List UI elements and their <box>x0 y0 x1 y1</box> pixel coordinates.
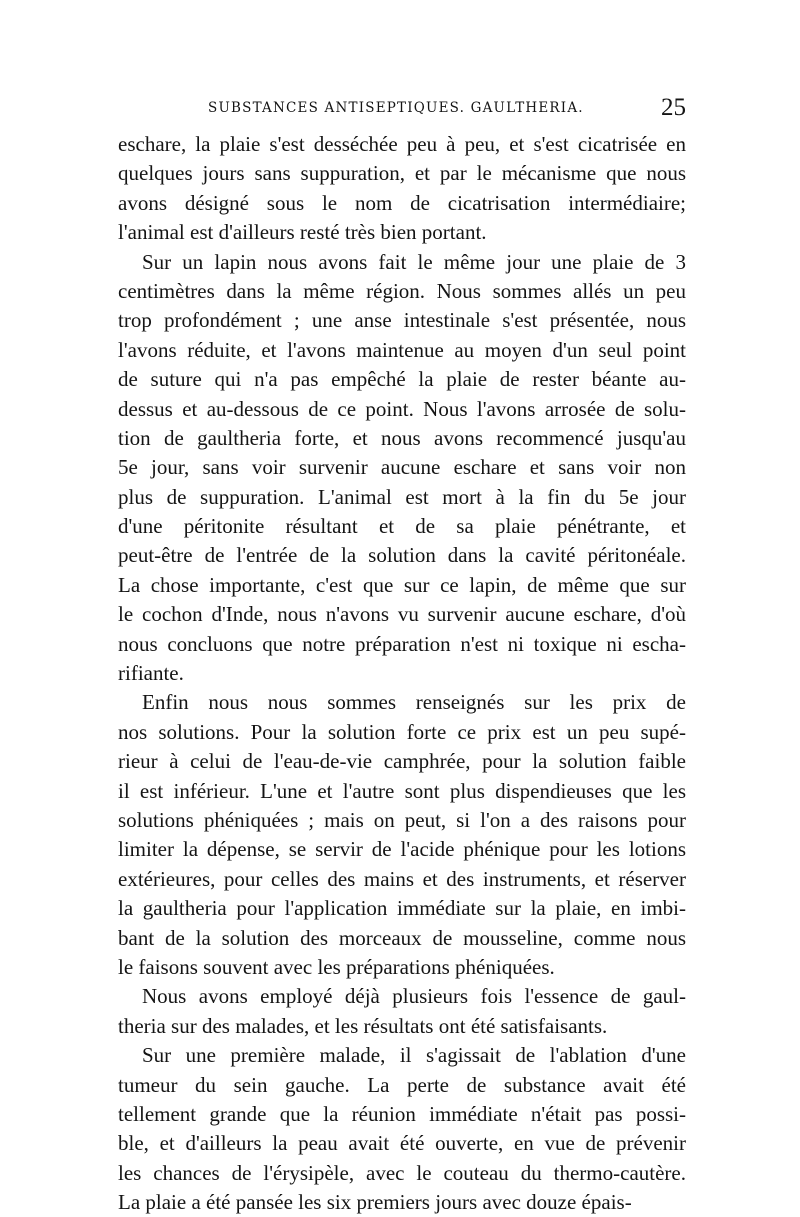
text-line: avons désigné sous le nom de cicatrisation intermédiaire; <box>118 190 686 215</box>
text-line: theria sur des malades, et les résultats ont été satisfaisants. <box>118 1013 608 1038</box>
text-line: nos solutions. Pour la solution forte ce prix est un peu supé- <box>118 719 686 744</box>
running-title: SUBSTANCES ANTISEPTIQUES. GAULTHERIA. <box>208 100 584 116</box>
text-line: extérieures, pour celles des mains et des instruments, et réserver <box>118 866 686 891</box>
text-line: plus de suppuration. L'animal est mort à la fin du 5e jour <box>118 484 686 509</box>
text-line: La chose importante, c'est que sur ce lapin, de même que sur <box>118 572 686 597</box>
text-line: la gaultheria pour l'application immédiate sur la plaie, en imbi- <box>118 896 686 921</box>
text-line: rifiante. <box>118 661 184 686</box>
text-line: tumeur du sein gauche. La perte de substance avait été <box>118 1072 686 1097</box>
body-text <box>118 130 686 1217</box>
text-line: bant de la solution des morceaux de mousseline, comme nous <box>118 925 686 950</box>
text-line: La plaie a été pansée les six premiers jours avec douze épais- <box>118 1190 632 1215</box>
text-line: les chances de l'érysipèle, avec le couteau du thermo-cautère. <box>118 1160 686 1185</box>
running-head <box>118 96 686 126</box>
paragraph <box>118 688 686 982</box>
page-number: 25 <box>661 94 686 121</box>
text-line: tion de gaultheria forte, et nous avons recommencé jusqu'au <box>118 425 686 450</box>
text-line: Sur une première malade, il s'agissait de l'ablation d'une <box>142 1043 686 1068</box>
text-line: solutions phéniquées ; mais on peut, si l'on a des raisons pour <box>118 807 686 832</box>
text-line: quelques jours sans suppuration, et par le mécanisme que nous <box>118 161 686 186</box>
text-line: nous concluons que notre préparation n'est ni toxique ni escha- <box>118 631 686 656</box>
text-line: peut-être de l'entrée de la solution dans la cavité péritonéale. <box>118 543 686 568</box>
text-line: tellement grande que la réunion immédiate n'était pas possi- <box>118 1101 686 1126</box>
text-line: trop profondément ; une anse intestinale s'est présentée, nous <box>118 308 686 333</box>
text-line: dessus et au-dessous de ce point. Nous l'avons arrosée de solu- <box>118 396 686 421</box>
text-line: le cochon d'Inde, nous n'avons vu survenir aucune eschare, d'où <box>118 602 686 627</box>
paragraph <box>118 1041 686 1217</box>
text-line: l'avons réduite, et l'avons maintenue au moyen d'un seul point <box>118 337 686 362</box>
text-line: d'une péritonite résultant et de sa plaie pénétrante, et <box>118 514 686 539</box>
text-line: il est inférieur. L'une et l'autre sont plus dispendieuses que les <box>118 778 686 803</box>
paragraph <box>118 130 686 248</box>
text-line: Sur un lapin nous avons fait le même jour une plaie de 3 <box>142 249 686 274</box>
text-line: rieur à celui de l'eau-de-vie camphrée, pour la solution faible <box>118 749 686 774</box>
text-line: limiter la dépense, se servir de l'acide phénique pour les lotions <box>118 837 686 862</box>
text-line: le faisons souvent avec les préparations phéniquées. <box>118 954 555 979</box>
paragraph <box>118 248 686 689</box>
text-line: ble, et d'ailleurs la peau avait été ouverte, en vue de prévenir <box>118 1131 686 1156</box>
text-line: centimètres dans la même région. Nous sommes allés un peu <box>118 278 686 303</box>
text-line: de suture qui n'a pas empêché la plaie de rester béante au- <box>118 367 686 392</box>
text-line: Nous avons employé déjà plusieurs fois l'essence de gaul- <box>142 984 686 1009</box>
paragraph <box>118 982 686 1041</box>
text-line: 5e jour, sans voir survenir aucune eschare et sans voir non <box>118 455 686 480</box>
text-line: Enfin nous nous sommes renseignés sur les prix de <box>142 690 686 715</box>
text-line: eschare, la plaie s'est desséchée peu à peu, et s'est cicatrisée en <box>118 132 686 156</box>
text-line: l'animal est d'ailleurs resté très bien portant. <box>118 220 487 245</box>
